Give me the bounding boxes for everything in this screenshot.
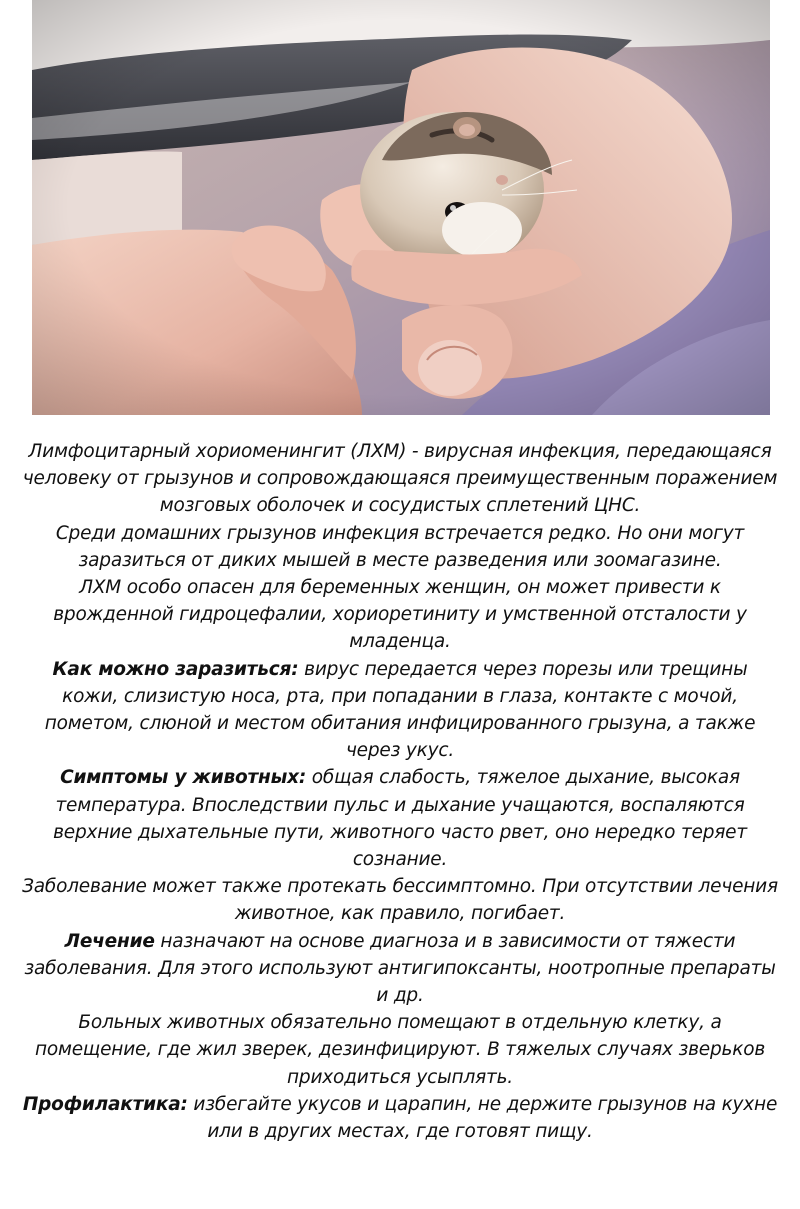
prevention-paragraph — [22, 1091, 778, 1145]
infection-paragraph — [22, 656, 778, 765]
treatment-paragraph — [22, 928, 778, 1010]
rarity-paragraph: Среди домашних грызунов инфекция встречается редко. Но они могут заразиться от диких мышей в месте разведения или зоомагазине. — [55, 522, 745, 571]
symptoms-heading: Симптомы у животных: — [60, 767, 307, 789]
infection-heading: Как можно заразиться: — [52, 658, 299, 680]
article-text — [22, 438, 778, 1145]
prevention-heading: Профилактика: — [22, 1093, 188, 1115]
asymptomatic-paragraph: Заболевание может также протекать бессимптомно. При отсутствии лечения животное, как правило, погибает. — [22, 876, 778, 925]
danger-paragraph: ЛХМ особо опасен для беременных женщин, он может привести к врожденной гидроцефалии, хориоретиниту и умственной отсталости у младенца. — [53, 577, 747, 653]
prevention-text: избегайте укусов и царапин, не держите грызунов на кухне или в других местах, где готовят пищу. — [187, 1093, 778, 1143]
hamster-photo — [32, 0, 770, 415]
treatment-heading: Лечение — [64, 930, 155, 952]
hamster-illustration — [32, 0, 770, 415]
symptoms-paragraph — [22, 764, 778, 873]
symptoms-text: общая слабость, тяжелое дыхание, высокая температура. Впоследствии пульс и дыхание учащаются, воспаляются верхние дыхательные пути, животного часто рвет, оно нередко теряет сознание. — [53, 767, 747, 871]
intro-paragraph: Лимфоцитарный хориоменингит (ЛХМ) - вирусная инфекция, передающаяся человеку от грызунов и сопровождающаяся преимущественным поражением мозговых оболочек и сосудистых сплетений ЦНС. — [22, 441, 778, 517]
isolation-paragraph: Больных животных обязательно помещают в отдельную клетку, а помещение, где жил зверек, дезинфицируют. В тяжелых случаях зверьков приходиться усыплять. — [34, 1012, 766, 1088]
treatment-text: назначают на основе диагноза и в зависимости от тяжести заболевания. Для этого используют антигипоксанты, ноотропные препараты и др. — [24, 930, 776, 1007]
infection-text: вирус передается через порезы или трещины кожи, слизистую носа, рта, при попадании в глаза, контакте с мочой, пометом, слюной и местом обитания инфицированного грызуна, а также через укус. — [44, 658, 756, 762]
